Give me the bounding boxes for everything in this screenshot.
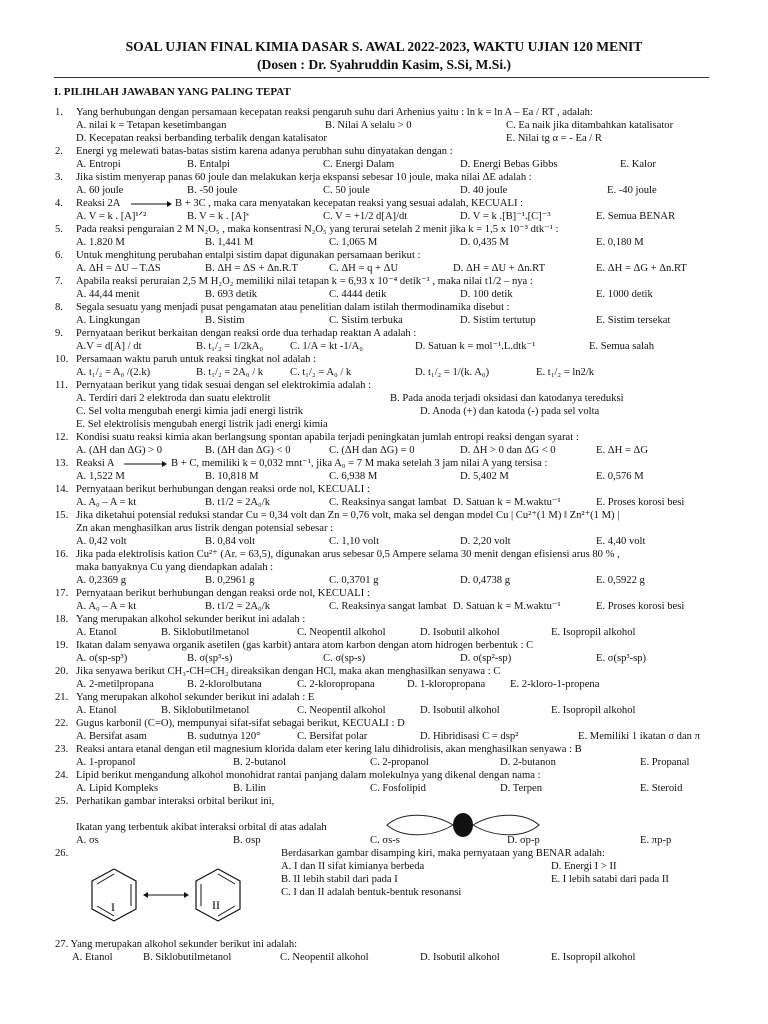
question-text: D. 40 joule: [460, 185, 508, 196]
question-line: [0, 184, 768, 197]
question-text: D. V = k .[B]⁻¹.[C]⁻³: [460, 211, 551, 222]
question-text: D. Terpen: [500, 783, 543, 794]
question-text: E. 1000 detik: [596, 289, 653, 300]
question-text: B. σ(sp³-s): [187, 653, 233, 664]
question-text: Perhatikan gambar interaksi orbital berikut ini,: [76, 796, 275, 807]
question-line: [0, 613, 768, 626]
question-text: 27. Yang merupakan alkohol sekunder berikut ini adalah:: [55, 939, 298, 950]
question-text: A. Terdiri dari 2 elektroda dan suatu elektrolit: [76, 393, 271, 404]
question-line: [0, 262, 768, 275]
question-text: B. σsp: [233, 835, 261, 846]
question-text: A. σ(sp-sp³): [76, 653, 128, 664]
question-text: B. t1/2 = 2A₀/k: [205, 497, 270, 508]
question-text: B + 3C , maka cara menyatakan kecepatan reaksi yang sesuai adalah, KECUALI :: [175, 198, 524, 209]
question-text: E. Propanal: [640, 757, 690, 768]
question-line: [0, 249, 768, 262]
question-text: D. σp-p: [507, 835, 540, 846]
question-text: D. Isobutil alkohol: [420, 627, 500, 638]
question-text: C. 1,10 volt: [329, 536, 380, 547]
question-text: A. 60 joule: [76, 185, 124, 196]
question-line: [0, 769, 768, 782]
question-line: [0, 431, 768, 444]
question-line: [0, 457, 768, 470]
question-text: B. Pada anoda terjadi oksidasi dan katodanya tereduksi: [390, 393, 624, 404]
question-text: A. 0,2369 g: [76, 575, 127, 586]
question-text: Jika diketahui potensial reduksi standar Cu = 0,34 volt dan Zn = 0,76 volt, maka sel dengan model Cu | Cu²⁺(1 M) ‖ Zn²⁺(1 M) |: [76, 510, 620, 521]
question-line: [0, 509, 768, 522]
question-text: D. 1-kloropropana: [407, 679, 486, 690]
question-text: Pernyataan berikut berhubungan dengan reaksi orde nol, KECUALI :: [76, 588, 370, 599]
question-text: C. Bersifat polar: [297, 731, 368, 742]
question-number: 2.: [55, 146, 63, 157]
question-text: D. 0,435 M: [460, 237, 509, 248]
question-text: B. -50 joule: [187, 185, 238, 196]
question-line: [0, 327, 768, 340]
question-number: 4.: [55, 198, 63, 209]
question-line: [0, 470, 768, 483]
question-line: [0, 340, 768, 353]
question-line: [0, 704, 768, 717]
question-line: [0, 132, 768, 145]
question-text: C. 1,065 M: [329, 237, 378, 248]
question-text: Pernyataan berikut berhubungan dengan reaksi orde nol, KECUALI :: [76, 484, 370, 495]
question-line: [0, 717, 768, 730]
question-text: E. Proses korosi besi: [596, 497, 685, 508]
question-text: D. t₁/₂ = 1/(k. A₀): [415, 367, 490, 378]
question-text: B. Entalpi: [187, 159, 230, 170]
question-text: Kondisi suatu reaksi kimia akan berlangsung spontan apabila terjadi peningkatan jumlah entropi reaksi dengan syarat :: [76, 432, 579, 443]
question-line: [0, 782, 768, 795]
question-text: D. 5,402 M: [460, 471, 509, 482]
label-II: II: [212, 898, 220, 912]
question-line: [0, 353, 768, 366]
question-text: A. ΔH = ΔU – T.ΔS: [76, 263, 161, 274]
question-text: E. I lebih satabi dari pada II: [551, 874, 669, 885]
question-text: D. Energi Bebas Gibbs: [460, 159, 558, 170]
question-line: [0, 730, 768, 743]
question-text: C. Neopentil alkohol: [297, 705, 386, 716]
question-text: A. Etanol: [72, 952, 113, 963]
question-text: C. Reaksinya sangat lambat: [329, 601, 447, 612]
question-number: 3.: [55, 172, 63, 183]
label-I: I: [111, 900, 115, 914]
question-text: Berdasarkan gambar disamping kiri, maka pernyataan yang BENAR adalah:: [281, 848, 605, 859]
question-text: B. 1,441 M: [205, 237, 254, 248]
question-line: [0, 210, 768, 223]
question-number: 19.: [55, 640, 69, 651]
question-number: 20.: [55, 666, 69, 677]
question-number: 13.: [55, 458, 69, 469]
question-text: C. I dan II adalah bentuk-bentuk resonansi: [281, 887, 462, 898]
question-text: Ikatan yang terbentuk akibat interaksi orbital di atas adalah: [76, 822, 327, 833]
question-number: 24.: [55, 770, 69, 781]
question-text: E. Nilai tg α = - Ea / R: [506, 133, 602, 144]
question-text: E. Isopropil alkohol: [551, 627, 636, 638]
question-number: 26.: [55, 848, 69, 859]
question-text: A. 2-metilpropana: [76, 679, 154, 690]
question-text: A. 1.820 M: [76, 237, 125, 248]
question-text: A. Lingkungan: [76, 315, 141, 326]
question-text: Reaksi antara etanal dengan etil magnesium klorida dalam eter kering lalu dihidrolisis, akan menghasilkan senyawa : B: [76, 744, 582, 755]
question-text: Yang merupakan alkohol sekunder berikut ini adalah :: [76, 614, 306, 625]
question-number: 5.: [55, 224, 63, 235]
question-text: D. ΔH = ΔU + Δn.RT: [453, 263, 546, 274]
exam-subtitle: (Dosen : Dr. Syahruddin Kasim, S.Si, M.Si.): [256, 57, 512, 72]
question-number: 22.: [55, 718, 69, 729]
question-text: A. V = k . [A]¹ᐟ²: [76, 211, 147, 222]
question-text: A. nilai k = Tetapan kesetimbangan: [76, 120, 227, 131]
question-text: E. Sel elektrolisis mengubah energi listrik jadi energi kimia: [76, 419, 328, 430]
question-text: B. t₁/₂ = 1/2kA₀: [196, 341, 264, 352]
question-line: [0, 223, 768, 236]
question-text: Persamaan waktu paruh untuk reaksi tingkat nol adalah :: [76, 354, 317, 365]
question-text: Segala sesuatu yang menjadi pusat pengamatan atau penelitian dalam istilah thermodinamika disebut :: [76, 302, 510, 313]
question-text: Jika pada elektrolisis kation Cu²⁺ (Ar. = 63,5), digunakan arus sebesar 0,5 Ampere selama 30 menit dengan efisiensi arus 80 % ,: [76, 549, 620, 560]
question-text: E. 0,576 M: [596, 471, 644, 482]
question-text: Jika senyawa berikut CH₃-CH=CH₂ direaksikan dengan HCl, maka akan menghasilkan senyawa : C: [76, 666, 501, 677]
question-text: A. Lipid Kompleks: [76, 783, 159, 794]
question-text: C. 1/A = kt -1/A₀: [290, 341, 363, 352]
question-text: C. 4444 detik: [329, 289, 387, 300]
question-text: D. Energi I > II: [551, 861, 617, 872]
question-line: [0, 119, 768, 132]
question-text: D. Anoda (+) dan katoda (-) pada sel volta: [420, 406, 600, 417]
orbital-interaction-figure: [383, 811, 543, 839]
question-line: [0, 743, 768, 756]
question-text: B. Siklobutilmetanol: [143, 952, 232, 963]
question-text: E. ΔH = ΔG + Δn.RT: [596, 263, 687, 274]
question-text: C. t₁/₂ = A₀ / k: [290, 367, 352, 378]
question-number: 11.: [55, 380, 68, 391]
question-text: B. ΔH = ΔS + Δn.R.T: [205, 263, 299, 274]
question-number: 15.: [55, 510, 69, 521]
question-number: 10.: [55, 354, 69, 365]
question-text: E. Semua salah: [589, 341, 655, 352]
question-line: [0, 548, 768, 561]
question-text: D. 2-butanon: [500, 757, 556, 768]
question-text: E. 4,40 volt: [596, 536, 646, 547]
question-text: E. Proses korosi besi: [596, 601, 685, 612]
question-number: 23.: [55, 744, 69, 755]
question-text: E. Steroid: [640, 783, 683, 794]
question-text: A. t₁/₂ = A₀ /(2.k): [76, 367, 151, 378]
question-text: A. 0,42 volt: [76, 536, 127, 547]
question-number: 9.: [55, 328, 63, 339]
question-text: D. 0,4738 g: [460, 575, 511, 586]
question-text: Jika sistim menyerap panas 60 joule dan melakukan kerja ekspansi sebesar 10 joule, maka nilai ΔE adalah :: [76, 172, 532, 183]
question-text: Yang merupakan alkohol sekunder berikut ini adalah : E: [76, 692, 315, 703]
question-text: B. (ΔH dan ΔG) < 0: [205, 445, 291, 456]
question-line: [0, 275, 768, 288]
question-number: 17.: [55, 588, 69, 599]
question-text: B. 693 detik: [205, 289, 258, 300]
question-text: Reaksi 2A: [76, 198, 121, 209]
question-line: [0, 756, 768, 769]
question-text: Ikatan dalam senyawa organik asetilen (gas karbit) antara atom karbon dengan atom hidrogen berbentuk : C: [76, 640, 534, 651]
question-text: B. 2-butanol: [233, 757, 286, 768]
question-text: E. 0,5922 g: [596, 575, 645, 586]
question-text: C. Energi Dalam: [323, 159, 395, 170]
question-text: C. Ea naik jika ditambahkan katalisator: [506, 120, 674, 131]
question-text: D. σ(sp²-sp): [460, 653, 512, 664]
question-text: B. Lilin: [233, 783, 266, 794]
question-text: C. Neopentil alkohol: [297, 627, 386, 638]
question-line: [0, 938, 768, 951]
question-line: [0, 444, 768, 457]
question-line: [0, 288, 768, 301]
question-text: A. Entropi: [76, 159, 121, 170]
question-text: B. t₁/₂ = 2A₀ / k: [196, 367, 264, 378]
question-line: [0, 574, 768, 587]
question-line: [0, 951, 768, 964]
exam-title: SOAL UJIAN FINAL KIMIA DASAR S. AWAL 2022-2023, WAKTU UJIAN 120 MENIT: [125, 39, 643, 54]
question-text: Apabila reaksi peruraian 2,5 M H₂O₂ memiliki nilai tetapan k = 6,93 x 10⁻⁴ detik⁻¹ , maka nilai t1/2 – nya :: [76, 276, 533, 287]
question-text: B. Sistim: [205, 315, 245, 326]
question-text: Pernyataan berikut berkaitan dengan reaksi orde dua terhadap reaktan A adalah :: [76, 328, 417, 339]
question-line: [0, 847, 768, 860]
question-text: E. Semua BENAR: [596, 211, 676, 222]
question-number: 25.: [55, 796, 69, 807]
question-text: B. 2-klorolbutana: [187, 679, 262, 690]
question-text: E. ΔH = ΔG: [596, 445, 648, 456]
question-text: A. A₀ – A = kt: [76, 497, 137, 508]
question-text: A. 1,522 M: [76, 471, 125, 482]
question-line: [0, 522, 768, 535]
reaction-arrow-icon: [122, 460, 168, 468]
question-text: E. πp-p: [640, 835, 672, 846]
question-line: [0, 106, 768, 119]
question-text: Zn akan menghasilkan arus listrik dengan potensial sebesar :: [76, 523, 334, 534]
question-number: 1.: [55, 107, 63, 118]
question-text: Untuk menghitung perubahan entalpi sistim dapat digunakan persamaan berikut :: [76, 250, 421, 261]
question-text: Pernyataan berikut yang tidak sesuai dengan sel elektrokimia adalah :: [76, 380, 372, 391]
question-text: D. 2,20 volt: [460, 536, 511, 547]
question-number: 7.: [55, 276, 63, 287]
question-text: C. Neopentil alkohol: [280, 952, 369, 963]
question-number: 16.: [55, 549, 69, 560]
question-line: [0, 236, 768, 249]
question-text: E. Isopropil alkohol: [551, 952, 636, 963]
question-text: A. A₀ – A = kt: [76, 601, 137, 612]
question-text: Pada reaksi penguraian 2 M N₂O₅ , maka konsentrasi N₂O₅ yang terurai setelah 2 menit jika k = 1,5 x 10⁻³ dtk⁻¹ :: [76, 224, 559, 235]
question-line: [0, 171, 768, 184]
question-line: [0, 652, 768, 665]
question-text: A. 1-propanol: [76, 757, 136, 768]
question-text: A. I dan II sifat kimianya berbeda: [281, 861, 425, 872]
question-text: Gugus karbonil (C=O), mempunyai sifat-sifat sebagai berikut, KECUALI : D: [76, 718, 405, 729]
benzene-resonance-figure: [88, 865, 258, 935]
question-text: C. 0,3701 g: [329, 575, 379, 586]
question-line: [0, 314, 768, 327]
question-line: [0, 496, 768, 509]
question-text: D. 100 detik: [460, 289, 513, 300]
question-text: C. 6,938 M: [329, 471, 378, 482]
question-text: C. Sel volta mengubah energi kimia jadi energi listrik: [76, 406, 304, 417]
question-text: Reaksi A: [76, 458, 115, 469]
question-text: E. -40 joule: [607, 185, 657, 196]
question-text: D. Sistim tertutup: [460, 315, 536, 326]
question-line: [0, 301, 768, 314]
question-text: B. 10,818 M: [205, 471, 259, 482]
question-text: A. 44,44 menit: [76, 289, 140, 300]
question-text: D. Satuan k = M.waktu⁻¹: [453, 497, 561, 508]
question-line: [0, 379, 768, 392]
question-text: A.V = d[A] / dt: [76, 341, 142, 352]
question-line: [0, 145, 768, 158]
question-text: E. 0,180 M: [596, 237, 644, 248]
question-text: B. II lebih stabil dari pada I: [281, 874, 398, 885]
question-text: D. Satuan k = M.waktu⁻¹: [453, 601, 561, 612]
question-text: A. σs: [76, 835, 99, 846]
question-number: 14.: [55, 484, 69, 495]
question-line: [0, 600, 768, 613]
section-heading: I. PILIHLAH JAWABAN YANG PALING TEPAT: [54, 86, 291, 98]
question-line: [0, 405, 768, 418]
question-text: E. Sistim tersekat: [596, 315, 671, 326]
question-line: [0, 418, 768, 431]
question-text: B. Siklobutilmetanol: [161, 705, 250, 716]
question-line: [0, 392, 768, 405]
question-text: D. ΔH > 0 dan ΔG < 0: [460, 445, 556, 456]
question-text: E. Memiliki 1 ikatan σ dan π: [578, 731, 700, 742]
question-text: E. 2-kloro-1-propena: [510, 679, 600, 690]
question-line: [0, 535, 768, 548]
question-text: C. 2-kloropropana: [297, 679, 375, 690]
question-line: [0, 678, 768, 691]
question-text: D. Hibridisasi C = dsp²: [420, 731, 519, 742]
question-text: C. (ΔH dan ΔG) = 0: [329, 445, 415, 456]
question-line: [0, 483, 768, 496]
question-number: 21.: [55, 692, 69, 703]
question-text: Lipid berikut mengandung alkohol monohidrat rantai panjang dalam molekulnya yang dikenal dengan nama :: [76, 770, 541, 781]
reaction-arrow-icon: [129, 200, 173, 208]
question-text: C. Reaksinya sangat lambat: [329, 497, 447, 508]
question-text: E. Isopropil alkohol: [551, 705, 636, 716]
question-text: C. σ(sp-s): [323, 653, 366, 664]
header-divider: [54, 77, 709, 78]
question-text: E. σ(sp³-sp): [596, 653, 647, 664]
question-text: C. ΔH = q + ΔU: [329, 263, 399, 274]
question-text: C. 2-propanol: [370, 757, 429, 768]
question-line: [0, 626, 768, 639]
question-text: B. 0,84 volt: [205, 536, 256, 547]
question-number: 6.: [55, 250, 63, 261]
question-line: [0, 691, 768, 704]
question-text: B. V = k . [A]ˣ: [187, 211, 249, 222]
question-number: 8.: [55, 302, 63, 313]
question-text: C. Fosfolipid: [370, 783, 426, 794]
question-line: [0, 795, 768, 808]
question-number: 12.: [55, 432, 69, 443]
question-line: [0, 366, 768, 379]
question-text: D. Satuan k = mol⁻¹.L.dtk⁻¹: [415, 341, 536, 352]
question-text: B. 0,2961 g: [205, 575, 255, 586]
question-text: D. Isobutil alkohol: [420, 705, 500, 716]
question-text: C. 50 joule: [323, 185, 370, 196]
question-text: B. t1/2 = 2A₀/k: [205, 601, 270, 612]
question-line: [0, 639, 768, 652]
question-text: B. Nilai A selalu > 0: [325, 120, 412, 131]
question-text: B. sudutnya 120°: [187, 731, 261, 742]
question-line: [0, 561, 768, 574]
question-text: C. Sistim terbuka: [329, 315, 403, 326]
question-text: E. Kalor: [620, 159, 656, 170]
question-text: D. Kecepatan reaksi berbanding terbalik dengan katalisator: [76, 133, 327, 144]
question-text: A. Etanol: [76, 627, 117, 638]
question-line: [0, 197, 768, 210]
question-text: maka banyaknya Cu yang diendapkan adalah :: [76, 562, 274, 573]
question-text: B. Siklobutilmetanol: [161, 627, 250, 638]
question-line: [0, 158, 768, 171]
question-text: E. t₁/₂ = ln2/k: [536, 367, 595, 378]
question-text: C. V = +1/2 d[A]/dt: [323, 211, 408, 222]
question-text: A. Etanol: [76, 705, 117, 716]
question-text: Energi yg melewati batas-batas sistim karena adanya perubhan suhu dinyatakan dengan :: [76, 146, 453, 157]
question-text: Yang berhubungan dengan persamaan kecepatan reaksi pengaruh suhu dari Arhenius yaitu : ln k = ln A – Ea / RT , adalah:: [76, 107, 593, 118]
question-line: [0, 587, 768, 600]
question-text: D. Isobutil alkohol: [420, 952, 500, 963]
question-text: A. Bersifat asam: [76, 731, 147, 742]
question-text: C. σs-s: [370, 835, 400, 846]
question-line: [0, 665, 768, 678]
question-number: 18.: [55, 614, 69, 625]
question-text: A. (ΔH dan ΔG) > 0: [76, 445, 163, 456]
question-text: B + C, memiliki k = 0,032 mnt⁻¹, jika A₀ = 7 M maka setelah 3 jam nilai A yang tersisa :: [171, 458, 548, 469]
